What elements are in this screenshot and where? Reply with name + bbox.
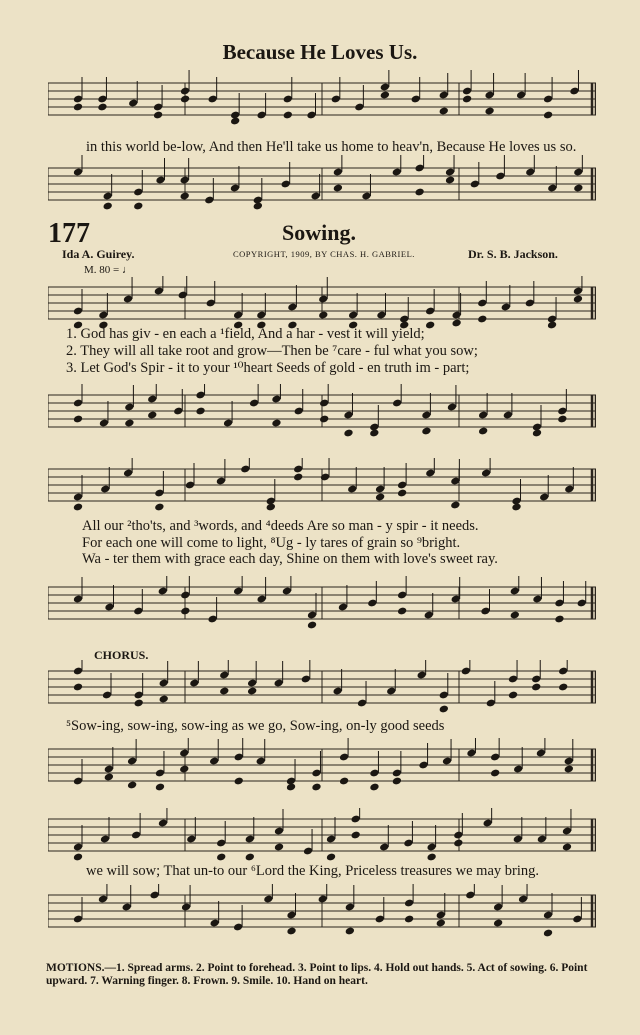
music-staff: [48, 70, 596, 140]
verse-1-line-1: 1. God has giv - en each a ¹field, And a har - vest it will yield;: [66, 326, 425, 342]
verse-3-line-1: 3. Let God's Spir - it to your ¹⁰heart Seeds of gold - en truth im - part;: [66, 360, 470, 376]
verse-3-line-2: Wa - ter them with grace each day, Shine on them with love's sweet ray.: [82, 551, 498, 567]
motions-footnote: MOTIONS.—1. Spread arms. 2. Point to forehead. 3. Point to lips. 4. Hold out hands. 5. Act of sowing. 6. Point upward. 7. Warning finger. 8. Frown. 9. Smile. 10. Hand on heart.: [46, 962, 588, 987]
quarter-note-icon: ♩: [121, 264, 133, 276]
verse-2-line-1: 2. They will all take root and grow—Then be ⁷care - ful what you sow;: [66, 343, 478, 359]
tempo-text: M. 80 =: [84, 264, 120, 276]
hymn-number: 177: [48, 218, 90, 249]
composer: Dr. S. B. Jackson.: [468, 247, 558, 261]
music-staff: [48, 738, 596, 798]
music-staff: [48, 576, 596, 636]
lyric-line: in this world be-low, And then He'll take us home to heav'n, Because He loves us so.: [86, 139, 577, 155]
copyright: COPYRIGHT, 1909, BY CHAS. H. GABRIEL.: [233, 249, 415, 259]
chorus-line-1: ⁵Sow-ing, sow-ing, sow-ing as we go, Sow-ing, on-ly good seeds: [66, 718, 445, 734]
chorus-label: CHORUS.: [94, 648, 149, 662]
author: Ida A. Guirey.: [62, 247, 135, 261]
music-staff: [48, 384, 596, 444]
music-staff: [48, 884, 596, 944]
top-hymn-title: Because He Loves Us.: [222, 40, 418, 64]
hymn-title: Sowing.: [282, 220, 356, 245]
music-staff: [48, 155, 596, 225]
chorus-line-2: we will sow; That un-to our ⁶Lord the King, Priceless treasures we may bring.: [86, 863, 539, 879]
music-staff: [48, 458, 596, 518]
tempo-marking: [84, 264, 133, 276]
verse-1-line-2: All our ²tho'ts, and ³words, and ⁴deeds Are so man - y spir - it needs.: [82, 518, 479, 534]
music-staff: [48, 808, 596, 868]
music-staff: [48, 660, 596, 720]
verse-2-line-2: For each one will come to light, ⁸Ug - ly tares of grain so ⁹bright.: [82, 535, 461, 551]
